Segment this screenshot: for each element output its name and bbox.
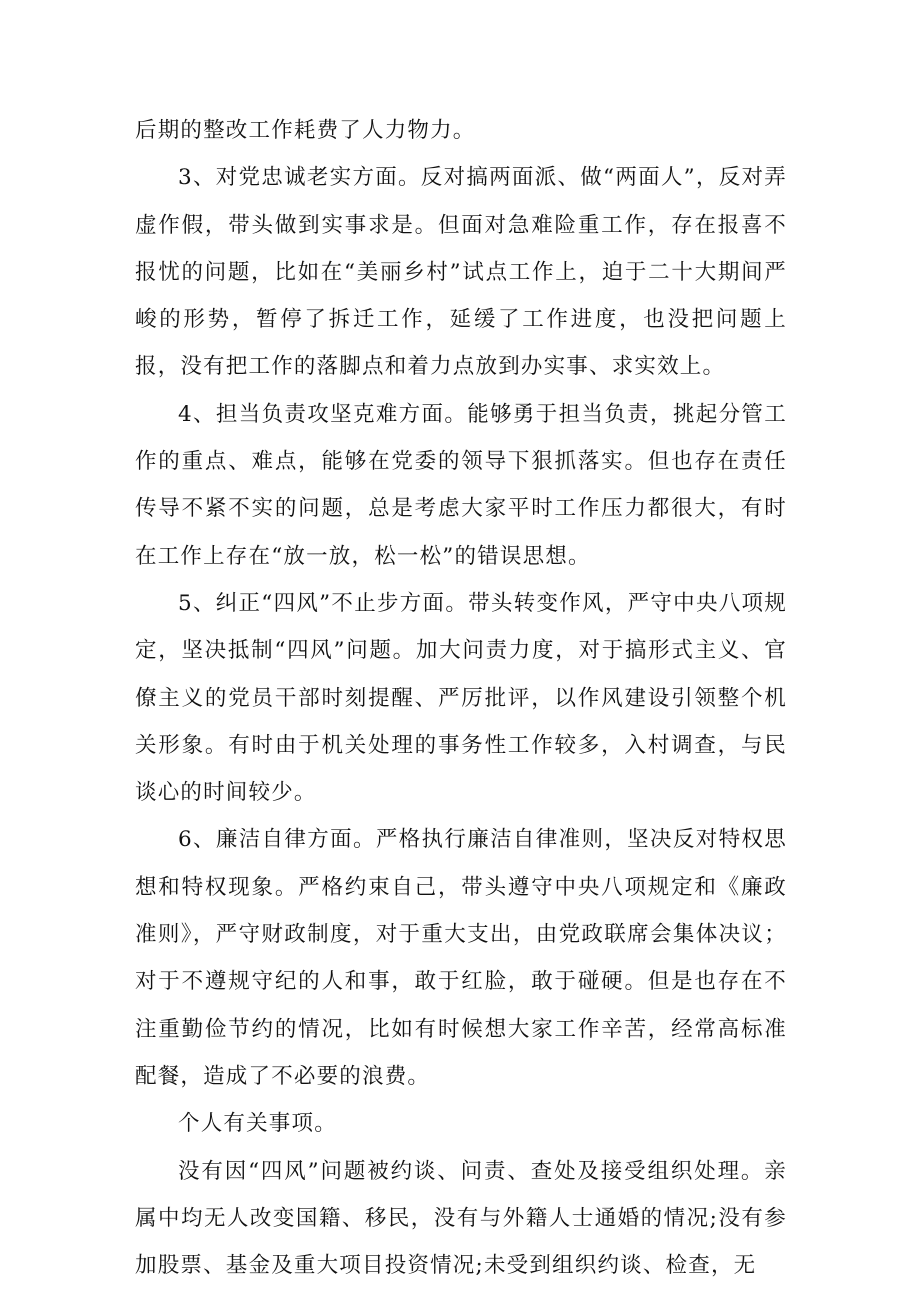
paragraph-item-3: 3、对党忠诚老实方面。反对搞两面派、做“两面人”，反对弄虚作假，带头做到实事求是。但面对急难险重工作，存在报喜不报忧的问题，比如在“美丽乡村”试点工作上，迫于二十大期间严峻的形势，暂停了拆迁工作，延缓了工作进度，也没把问题上报，没有把工作的落脚点和着力点放到办实事、求实效上。: [135, 165, 787, 380]
document-body: [135, 107, 787, 1289]
paragraph-item-6: 6、廉洁自律方面。严格执行廉洁自律准则，坚决反对特权思想和特权现象。严格约束自己，带头遵守中央八项规定和《廉政准则》，严守财政制度，对于重大支出，由党政联席会集体决议；对于不遵规守纪的人和事，敢于红脸，敢于碰硬。但是也存在不注重勤俭节约的情况，比如有时候想大家工作辛苦，经常高标准配餐，造成了不必要的浪费。: [135, 827, 787, 1089]
paragraph-item-5: 5、纠正“四风”不止步方面。带头转变作风，严守中央八项规定，坚决抵制“四风”问题。加大问责力度，对于搞形式主义、官僚主义的党员干部时刻提醒、严厉批评，以作风建设引领整个机关形象。有时由于机关处理的事务性工作较多，入村调查，与民谈心的时间较少。: [135, 590, 787, 806]
section-heading-personal-matters: 个人有关事项。: [178, 1111, 337, 1137]
paragraph-continuation: 后期的整改工作耗费了人力物力。: [135, 118, 476, 143]
paragraph-personal-matters: 没有因“四风”问题被约谈、问责、查处及接受组织处理。亲属中均无人改变国籍、移民，没有与外籍人士通婚的情况;没有参加股票、基金及重大项目投资情况;未受到组织约谈、检查，无: [135, 1158, 787, 1279]
paragraph-item-4: 4、担当负责攻坚克难方面。能够勇于担当负责，挑起分管工作的重点、难点，能够在党委的领导下狠抓落实。但也存在责任传导不紧不实的问题，总是考虑大家平时工作压力都很大，有时在工作上存在“放一放，松一松”的错误思想。: [135, 401, 787, 569]
